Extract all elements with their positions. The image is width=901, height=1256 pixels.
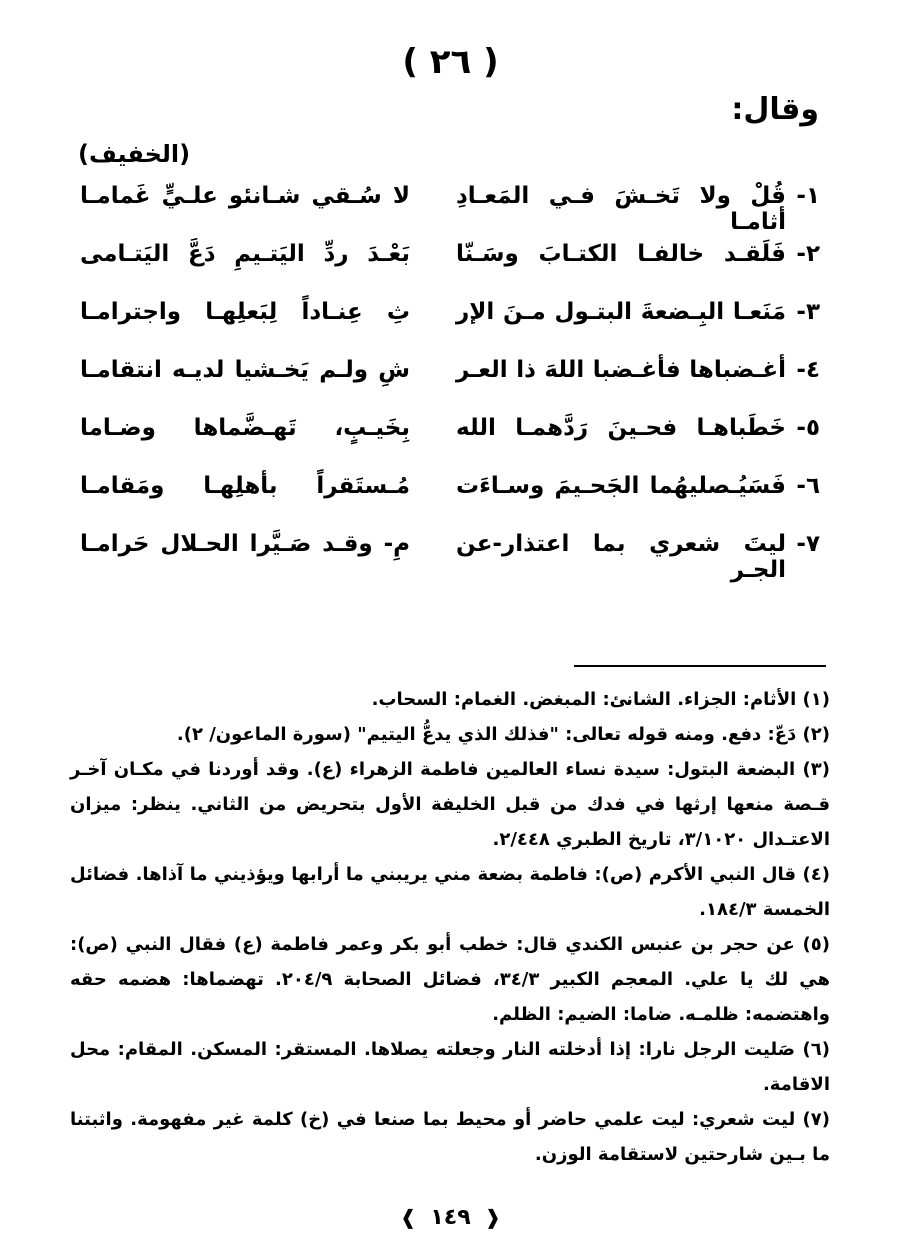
verse-first-hemistich: مَنَعـا البِـضعةَ البتـول مـنَ الإر xyxy=(456,299,786,325)
verse-3 xyxy=(70,291,820,349)
verse-first-hemistich: خَطَباهـا فحـينَ رَدَّهمـا الله xyxy=(456,415,786,441)
poem-intro: وقال: xyxy=(731,92,819,127)
ornament-left-icon: ❱ xyxy=(399,1205,417,1229)
footnote-2: (٢) دَعّ: دفع. ومنه قوله تعالى: "فذلك الذي يدعُّ اليتيم" (سورة الماعون/ ٢). xyxy=(176,724,830,745)
poem-meter: (الخفيف) xyxy=(78,140,191,168)
verse-number: ١- xyxy=(796,183,820,209)
verse-2 xyxy=(70,233,820,291)
footnote-divider xyxy=(574,665,826,667)
verse-first-hemistich: أغـضباها فأغـضبا اللهَ ذا العـر xyxy=(456,357,786,383)
footnotes xyxy=(70,682,830,1172)
verse-1 xyxy=(70,175,820,233)
verse-number: ٥- xyxy=(796,415,820,441)
page-number: ١٤٩ xyxy=(430,1205,471,1230)
verse-second-hemistich: مُـستَقراً بأهلِهـا ومَقامـا xyxy=(80,473,410,499)
footnote-4: (٤) قال النبي الأكرم (ص): فاطمة بضعة مني يريبني ما أرابها ويؤذيني ما آذاها. فضائل الخمسة ١٨٤/٣. xyxy=(70,864,830,920)
verse-number: ٧- xyxy=(796,531,820,557)
verse-second-hemistich: لا سُـقي شـانئو علـيٍّ غَمامـا xyxy=(80,183,410,209)
footnote-6: (٦) صَليت الرجل نارا: إذا أدخلته النار وجعلته يصلاها. المستقر: المسكن. المقام: محل الاقامة. xyxy=(70,1039,830,1095)
verse-first-hemistich: ليتَ شعري بما اعتذار-عن الجـر xyxy=(456,531,786,583)
footnote-5: (٥) عن حجر بن عنبس الكندي قال: خطب أبو بكر وعمر فاطمة (ع) فقال النبي (ص): هي لك يا علي. المعجم الكبير ٣٤/٣، فضائل الصحابة ٢٠٤/٩. تهضماها: هضمه حقه واهتضمه: ظلمـه. ضاما: الضيم: الظلم. xyxy=(70,934,830,1025)
footnote-1: (١) الأثام: الجزاء. الشانئ: المبغض. الغمام: السحاب. xyxy=(371,689,830,710)
verse-second-hemistich: بَعْـدَ ردِّ اليَتـيمِ دَعَّ اليَتـامى xyxy=(80,241,410,267)
verse-first-hemistich: فَلَقـد خالفـا الكتـابَ وسَـنّا xyxy=(456,241,786,267)
verse-number: ٤- xyxy=(796,357,820,383)
verse-5 xyxy=(70,407,820,465)
footnote-7: (٧) ليت شعري: ليت علمي حاضر أو محيط بما صنعا في (خ) كلمة غير مفهومة. واثبتنا ما بـين شارحتين لاستقامة الوزن. xyxy=(70,1109,830,1165)
verse-6 xyxy=(70,465,820,523)
verse-number: ٢- xyxy=(796,241,820,267)
verse-second-hemistich: بِخَيـبٍ، تَهـضَّماها وضـاما xyxy=(80,415,410,441)
verse-number: ٣- xyxy=(796,299,820,325)
verse-first-hemistich: قُلْ ولا تَخـشَ فـي المَعـادِ أثامـا xyxy=(456,183,786,235)
page-footer xyxy=(0,1205,901,1230)
verse-4 xyxy=(70,349,820,407)
verse-7 xyxy=(70,523,820,581)
poem-verses xyxy=(70,175,820,581)
poem-number: ( ٢٦ ) xyxy=(402,42,499,82)
verse-second-hemistich: ثِ عِنـاداً لِبَعلِهـا واجترامـا xyxy=(80,299,410,325)
verse-second-hemistich: مِ- وقـد صَـيَّرا الحـلال حَرامـا xyxy=(80,531,410,557)
verse-first-hemistich: فَسَيُـصليهُما الجَحـيمَ وسـاءَت xyxy=(456,473,786,499)
ornament-right-icon: ❰ xyxy=(484,1205,502,1229)
verse-number: ٦- xyxy=(796,473,820,499)
footnote-3: (٣) البضعة البتول: سيدة نساء العالمين فاطمة الزهراء (ع). وقد أوردنا في مكـان آخـر قـصة منعها إرثها في فدك من قبل الخليفة الأول بتحريض من الثاني. ينظر: ميزان الاعتـدال ٣/١٠٢٠، تاريخ الطبري ٢/٤٤٨. xyxy=(70,759,830,850)
verse-second-hemistich: شِ ولـم يَخـشيا لديـه انتقامـا xyxy=(80,357,410,383)
